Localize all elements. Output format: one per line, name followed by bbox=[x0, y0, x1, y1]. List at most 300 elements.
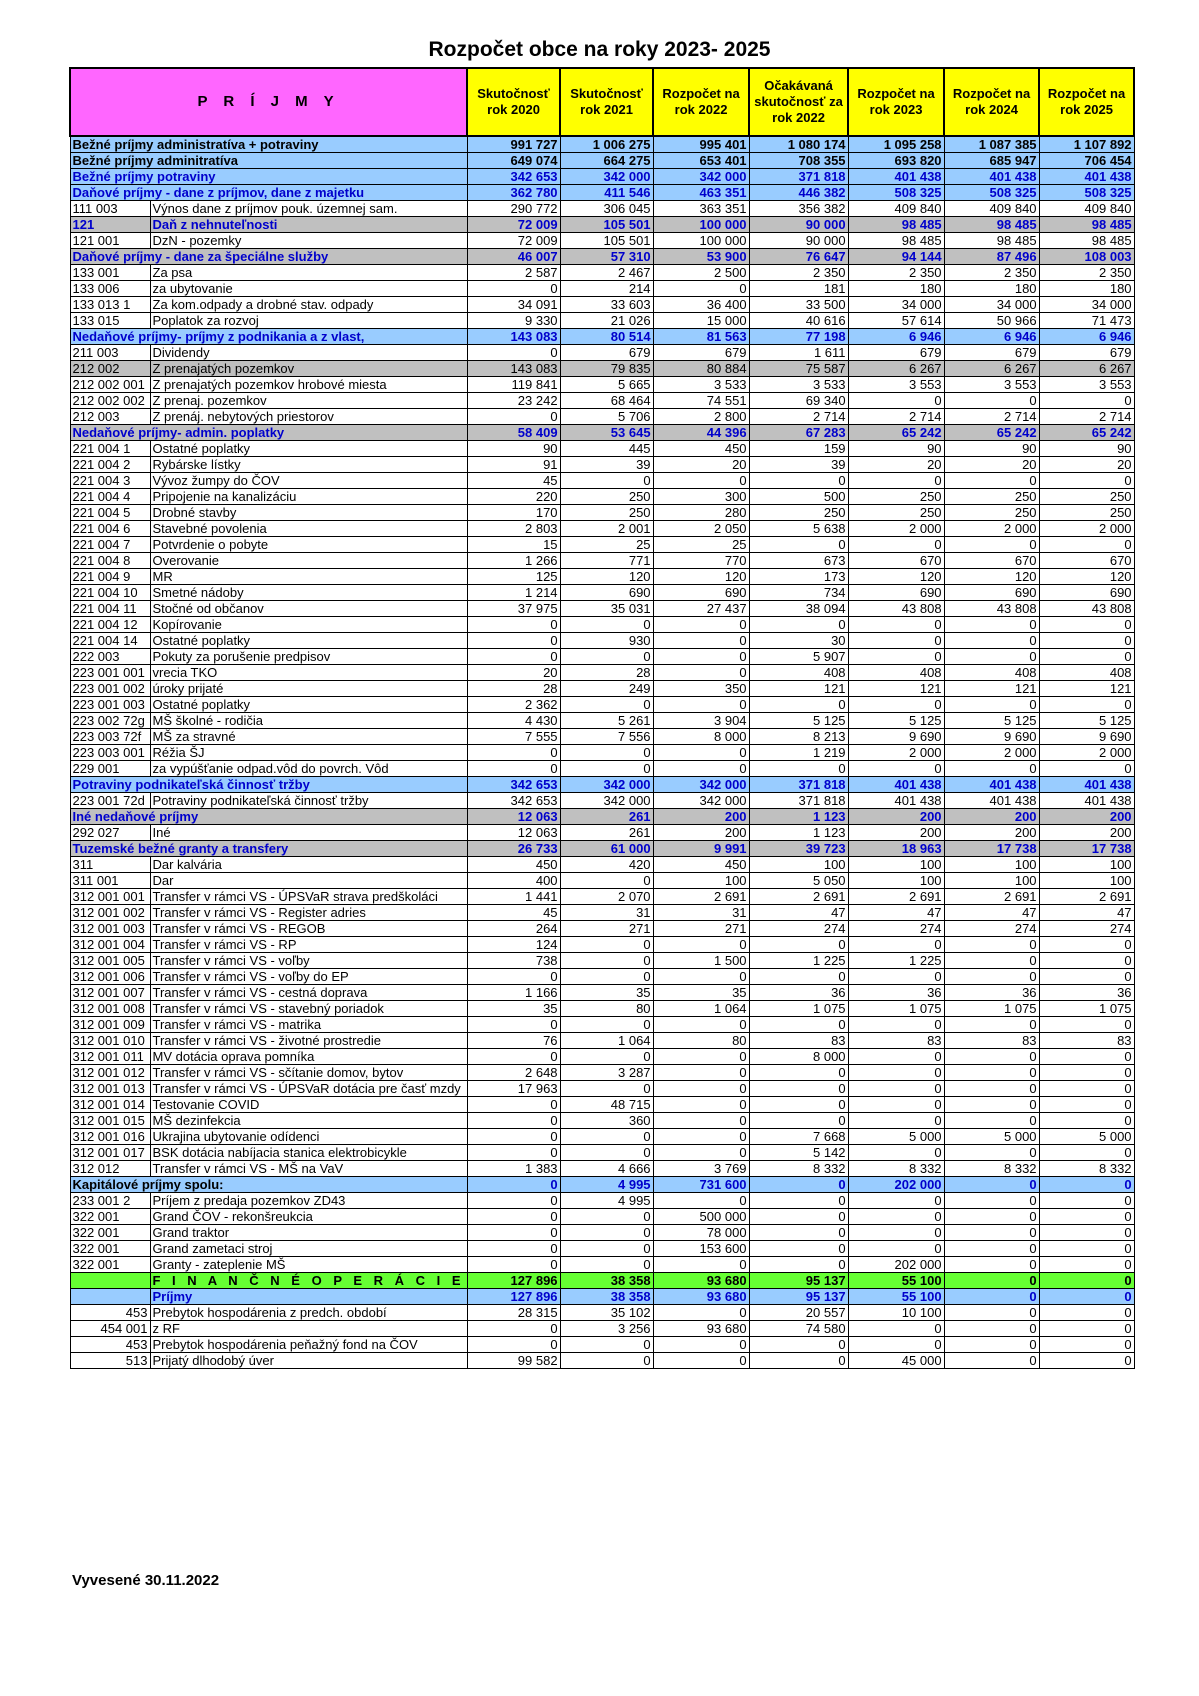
row-value: 77 198 bbox=[749, 329, 848, 345]
row-value: 450 bbox=[653, 857, 749, 873]
row-value: 100 bbox=[1039, 857, 1134, 873]
row-value: 74 551 bbox=[653, 393, 749, 409]
row-value: 90 000 bbox=[749, 233, 848, 249]
row-value: 7 668 bbox=[749, 1129, 848, 1145]
row-value: 411 546 bbox=[560, 185, 653, 201]
row-value: 0 bbox=[467, 1113, 560, 1129]
row-value: 0 bbox=[1039, 633, 1134, 649]
posted-date-note: Vyvesené 30.11.2022 bbox=[72, 1572, 220, 1589]
row-value: 0 bbox=[848, 1225, 944, 1241]
row-value: 98 485 bbox=[848, 233, 944, 249]
row-value: 36 400 bbox=[653, 297, 749, 313]
row-value: 250 bbox=[749, 505, 848, 521]
row-value: 250 bbox=[1039, 505, 1134, 521]
row-value: 6 946 bbox=[944, 329, 1039, 345]
row-value: 55 100 bbox=[848, 1273, 944, 1289]
row-value: 2 000 bbox=[1039, 521, 1134, 537]
row-value: 20 bbox=[848, 457, 944, 473]
row-value: 653 401 bbox=[653, 153, 749, 169]
row-value: 1 075 bbox=[1039, 1001, 1134, 1017]
row-value: 9 330 bbox=[467, 313, 560, 329]
row-value: 0 bbox=[944, 537, 1039, 553]
row-value: 0 bbox=[1039, 761, 1134, 777]
row-value: 690 bbox=[560, 585, 653, 601]
row-value: 1 266 bbox=[467, 553, 560, 569]
row-value: 1 611 bbox=[749, 345, 848, 361]
row-value: 2 467 bbox=[560, 265, 653, 281]
table-row bbox=[70, 1033, 1134, 1049]
row-label: Testovanie COVID bbox=[150, 1097, 467, 1113]
table-row bbox=[70, 153, 1134, 169]
row-value: 2 350 bbox=[848, 265, 944, 281]
row-value: 0 bbox=[467, 1097, 560, 1113]
row-code: 223 001 002 bbox=[70, 681, 150, 697]
row-value: 0 bbox=[467, 1257, 560, 1273]
row-value: 731 600 bbox=[653, 1177, 749, 1193]
row-value: 401 438 bbox=[848, 777, 944, 793]
row-label: F I N A N Č N É O P E R Á C I E bbox=[150, 1273, 467, 1289]
row-value: 1 123 bbox=[749, 809, 848, 825]
row-value: 400 bbox=[467, 873, 560, 889]
table-row bbox=[70, 553, 1134, 569]
row-value: 0 bbox=[749, 969, 848, 985]
row-value: 0 bbox=[848, 1209, 944, 1225]
row-value: 1 075 bbox=[944, 1001, 1039, 1017]
table-row bbox=[70, 921, 1134, 937]
row-label: Potvrdenie o pobyte bbox=[150, 537, 467, 553]
row-value: 362 780 bbox=[467, 185, 560, 201]
row-value: 0 bbox=[653, 633, 749, 649]
row-label: Tuzemské bežné granty a transfery bbox=[70, 841, 467, 857]
row-code: 221 004 10 bbox=[70, 585, 150, 601]
table-row bbox=[70, 1225, 1134, 1241]
row-value: 0 bbox=[653, 1113, 749, 1129]
row-value: 401 438 bbox=[848, 793, 944, 809]
row-code: 312 001 011 bbox=[70, 1049, 150, 1065]
row-value: 401 438 bbox=[848, 169, 944, 185]
row-value: 5 907 bbox=[749, 649, 848, 665]
table-row bbox=[70, 1305, 1134, 1321]
row-value: 0 bbox=[467, 1321, 560, 1337]
row-value: 6 267 bbox=[944, 361, 1039, 377]
row-value: 408 bbox=[848, 665, 944, 681]
row-code: 223 003 72f bbox=[70, 729, 150, 745]
row-value: 371 818 bbox=[749, 793, 848, 809]
header-col-6: Rozpočet na rok 2025 bbox=[1039, 68, 1134, 136]
header-col-4: Rozpočet na rok 2023 bbox=[848, 68, 944, 136]
row-value: 58 409 bbox=[467, 425, 560, 441]
row-value: 0 bbox=[749, 1225, 848, 1241]
row-value: 45 bbox=[467, 473, 560, 489]
row-value: 200 bbox=[1039, 809, 1134, 825]
row-value: 7 556 bbox=[560, 729, 653, 745]
row-value: 15 bbox=[467, 537, 560, 553]
row-label: Ukrajina ubytovanie odídenci bbox=[150, 1129, 467, 1145]
row-code: 311 bbox=[70, 857, 150, 873]
row-value: 0 bbox=[467, 617, 560, 633]
row-value: 0 bbox=[1039, 473, 1134, 489]
row-value: 2 350 bbox=[944, 265, 1039, 281]
row-value: 5 706 bbox=[560, 409, 653, 425]
row-code: 221 004 8 bbox=[70, 553, 150, 569]
row-value: 409 840 bbox=[944, 201, 1039, 217]
row-code: 133 006 bbox=[70, 281, 150, 297]
row-value: 47 bbox=[1039, 905, 1134, 921]
table-row bbox=[70, 697, 1134, 713]
row-code: 221 004 5 bbox=[70, 505, 150, 521]
row-value: 98 485 bbox=[944, 217, 1039, 233]
row-label: Prebytok hospodárenia z predch. období bbox=[150, 1305, 467, 1321]
row-value: 98 485 bbox=[1039, 217, 1134, 233]
row-value: 80 bbox=[560, 1001, 653, 1017]
row-value: 0 bbox=[944, 1305, 1039, 1321]
row-code: 312 001 001 bbox=[70, 889, 150, 905]
row-value: 1 166 bbox=[467, 985, 560, 1001]
row-value: 0 bbox=[944, 1257, 1039, 1273]
row-value: 0 bbox=[560, 649, 653, 665]
row-value: 5 000 bbox=[1039, 1129, 1134, 1145]
row-value: 0 bbox=[1039, 649, 1134, 665]
row-code bbox=[70, 1289, 150, 1305]
table-row bbox=[70, 985, 1134, 1001]
row-value: 121 bbox=[749, 681, 848, 697]
row-value: 12 063 bbox=[467, 809, 560, 825]
row-value: 76 bbox=[467, 1033, 560, 1049]
row-value: 28 bbox=[560, 665, 653, 681]
row-value: 65 242 bbox=[1039, 425, 1134, 441]
row-label: Granty - zateplenie MŠ bbox=[150, 1257, 467, 1273]
table-row bbox=[70, 873, 1134, 889]
table-row bbox=[70, 1353, 1134, 1369]
row-value: 4 995 bbox=[560, 1177, 653, 1193]
row-value: 508 325 bbox=[1039, 185, 1134, 201]
row-value: 0 bbox=[848, 1097, 944, 1113]
row-value: 0 bbox=[560, 1225, 653, 1241]
row-value: 72 009 bbox=[467, 217, 560, 233]
row-value: 39 bbox=[560, 457, 653, 473]
row-value: 0 bbox=[1039, 1049, 1134, 1065]
row-value: 0 bbox=[749, 473, 848, 489]
row-value: 1 064 bbox=[560, 1033, 653, 1049]
row-value: 173 bbox=[749, 569, 848, 585]
row-code: 312 001 012 bbox=[70, 1065, 150, 1081]
row-value: 121 bbox=[944, 681, 1039, 697]
row-value: 0 bbox=[653, 1337, 749, 1353]
row-label: Daňové príjmy - dane za špeciálne služby bbox=[70, 249, 467, 265]
row-value: 679 bbox=[848, 345, 944, 361]
table-row bbox=[70, 217, 1134, 233]
row-label: Za kom.odpady a drobné stav. odpady bbox=[150, 297, 467, 313]
row-value: 0 bbox=[653, 1049, 749, 1065]
row-value: 0 bbox=[467, 1337, 560, 1353]
table-row bbox=[70, 633, 1134, 649]
row-value: 36 bbox=[848, 985, 944, 1001]
row-label: Iné bbox=[150, 825, 467, 841]
row-value: 0 bbox=[467, 649, 560, 665]
row-value: 991 727 bbox=[467, 136, 560, 153]
row-value: 43 808 bbox=[848, 601, 944, 617]
row-value: 119 841 bbox=[467, 377, 560, 393]
row-value: 10 100 bbox=[848, 1305, 944, 1321]
row-value: 500 bbox=[749, 489, 848, 505]
table-row bbox=[70, 1113, 1134, 1129]
row-value: 5 261 bbox=[560, 713, 653, 729]
row-value: 280 bbox=[653, 505, 749, 521]
row-value: 31 bbox=[560, 905, 653, 921]
row-value: 708 355 bbox=[749, 153, 848, 169]
row-value: 69 340 bbox=[749, 393, 848, 409]
row-value: 3 769 bbox=[653, 1161, 749, 1177]
header-col-5: Rozpočet na rok 2024 bbox=[944, 68, 1039, 136]
row-code: 312 001 006 bbox=[70, 969, 150, 985]
row-value: 2 714 bbox=[848, 409, 944, 425]
row-value: 0 bbox=[560, 953, 653, 969]
row-value: 670 bbox=[848, 553, 944, 569]
row-value: 9 690 bbox=[1039, 729, 1134, 745]
row-value: 0 bbox=[749, 537, 848, 553]
table-row bbox=[70, 1177, 1134, 1193]
row-value: 100 000 bbox=[653, 217, 749, 233]
table-row bbox=[70, 601, 1134, 617]
row-label: Transfer v rámci VS - stavebný poriadok bbox=[150, 1001, 467, 1017]
row-value: 95 137 bbox=[749, 1289, 848, 1305]
row-value: 6 946 bbox=[848, 329, 944, 345]
row-value: 28 bbox=[467, 681, 560, 697]
row-value: 2 000 bbox=[944, 521, 1039, 537]
row-value: 57 614 bbox=[848, 313, 944, 329]
row-value: 100 bbox=[944, 873, 1039, 889]
row-value: 690 bbox=[1039, 585, 1134, 601]
row-value: 90 bbox=[944, 441, 1039, 457]
table-row bbox=[70, 345, 1134, 361]
row-code: 111 003 bbox=[70, 201, 150, 217]
row-label: MR bbox=[150, 569, 467, 585]
row-value: 1 107 892 bbox=[1039, 136, 1134, 153]
row-label: Potraviny podnikateľská činnosť tržby bbox=[150, 793, 467, 809]
row-value: 679 bbox=[653, 345, 749, 361]
row-value: 0 bbox=[653, 281, 749, 297]
row-value: 27 437 bbox=[653, 601, 749, 617]
row-value: 2 691 bbox=[653, 889, 749, 905]
row-value: 342 000 bbox=[653, 793, 749, 809]
row-value: 5 000 bbox=[848, 1129, 944, 1145]
row-label: DzN - pozemky bbox=[150, 233, 467, 249]
row-label: Pripojenie na kanalizáciu bbox=[150, 489, 467, 505]
row-value: 0 bbox=[467, 745, 560, 761]
row-value: 0 bbox=[944, 633, 1039, 649]
row-value: 0 bbox=[653, 1145, 749, 1161]
table-row bbox=[70, 761, 1134, 777]
row-value: 0 bbox=[560, 1081, 653, 1097]
row-value: 20 bbox=[653, 457, 749, 473]
row-value: 120 bbox=[1039, 569, 1134, 585]
row-label: Grand zametaci stroj bbox=[150, 1241, 467, 1257]
row-value: 995 401 bbox=[653, 136, 749, 153]
row-value: 2 000 bbox=[848, 521, 944, 537]
row-label: Transfer v rámci VS - MŠ na VaV bbox=[150, 1161, 467, 1177]
row-label: Nedaňové príjmy- admin. poplatky bbox=[70, 425, 467, 441]
row-value: 38 358 bbox=[560, 1273, 653, 1289]
row-value: 250 bbox=[560, 505, 653, 521]
row-code: 292 027 bbox=[70, 825, 150, 841]
row-label: Ostatné poplatky bbox=[150, 441, 467, 457]
row-value: 65 242 bbox=[848, 425, 944, 441]
row-value: 0 bbox=[944, 1273, 1039, 1289]
table-row bbox=[70, 1001, 1134, 1017]
row-value: 0 bbox=[749, 1017, 848, 1033]
row-value: 127 896 bbox=[467, 1273, 560, 1289]
row-value: 0 bbox=[467, 633, 560, 649]
row-value: 0 bbox=[749, 1353, 848, 1369]
row-value: 0 bbox=[653, 761, 749, 777]
row-value: 401 438 bbox=[944, 169, 1039, 185]
row-value: 371 818 bbox=[749, 777, 848, 793]
table-row bbox=[70, 185, 1134, 201]
row-value: 734 bbox=[749, 585, 848, 601]
row-code: 221 004 3 bbox=[70, 473, 150, 489]
row-value: 271 bbox=[560, 921, 653, 937]
row-value: 2 350 bbox=[749, 265, 848, 281]
row-value: 446 382 bbox=[749, 185, 848, 201]
row-code: 322 001 bbox=[70, 1241, 150, 1257]
row-value: 0 bbox=[944, 617, 1039, 633]
row-value: 342 000 bbox=[560, 793, 653, 809]
row-value: 170 bbox=[467, 505, 560, 521]
row-value: 100 bbox=[1039, 873, 1134, 889]
header-col-0: Skutočnosť rok 2020 bbox=[467, 68, 560, 136]
header-label: P R Í J M Y bbox=[70, 68, 467, 136]
row-value: 80 884 bbox=[653, 361, 749, 377]
row-label: Transfer v rámci VS - Register adries bbox=[150, 905, 467, 921]
row-label: Ostatné poplatky bbox=[150, 633, 467, 649]
row-value: 0 bbox=[944, 1321, 1039, 1337]
table-row bbox=[70, 1289, 1134, 1305]
row-value: 0 bbox=[560, 1129, 653, 1145]
row-value: 6 267 bbox=[848, 361, 944, 377]
row-value: 93 680 bbox=[653, 1321, 749, 1337]
row-label: Výnos dane z príjmov pouk. územnej sam. bbox=[150, 201, 467, 217]
row-value: 0 bbox=[1039, 1353, 1134, 1369]
row-value: 31 bbox=[653, 905, 749, 921]
row-value: 2 000 bbox=[1039, 745, 1134, 761]
row-value: 100 bbox=[848, 857, 944, 873]
row-value: 1 080 174 bbox=[749, 136, 848, 153]
row-value: 450 bbox=[467, 857, 560, 873]
row-value: 100 000 bbox=[653, 233, 749, 249]
table-row bbox=[70, 201, 1134, 217]
table-row bbox=[70, 617, 1134, 633]
table-row bbox=[70, 425, 1134, 441]
row-value: 0 bbox=[944, 1145, 1039, 1161]
table-row bbox=[70, 1065, 1134, 1081]
row-value: 274 bbox=[1039, 921, 1134, 937]
row-value: 0 bbox=[944, 937, 1039, 953]
row-value: 1 225 bbox=[749, 953, 848, 969]
row-label: Príjem z predaja pozemkov ZD43 bbox=[150, 1193, 467, 1209]
row-value: 34 000 bbox=[1039, 297, 1134, 313]
row-value: 0 bbox=[848, 697, 944, 713]
row-label: MŠ dezinfekcia bbox=[150, 1113, 467, 1129]
row-label: BSK dotácia nabíjacia stanica elektrobicykle bbox=[150, 1145, 467, 1161]
row-value: 0 bbox=[749, 1081, 848, 1097]
row-code: 221 004 12 bbox=[70, 617, 150, 633]
row-value: 738 bbox=[467, 953, 560, 969]
row-value: 44 396 bbox=[653, 425, 749, 441]
row-value: 0 bbox=[1039, 1097, 1134, 1113]
row-value: 0 bbox=[1039, 953, 1134, 969]
row-value: 79 835 bbox=[560, 361, 653, 377]
row-value: 6 267 bbox=[1039, 361, 1134, 377]
row-value: 0 bbox=[467, 1241, 560, 1257]
row-value: 0 bbox=[653, 697, 749, 713]
row-value: 371 818 bbox=[749, 169, 848, 185]
row-value: 0 bbox=[1039, 1177, 1134, 1193]
row-label: Dar kalvária bbox=[150, 857, 467, 873]
row-value: 0 bbox=[560, 1017, 653, 1033]
row-value: 271 bbox=[653, 921, 749, 937]
row-label: Transfer v rámci VS - ÚPSVaR dotácia pre časť mzdy bbox=[150, 1081, 467, 1097]
row-value: 34 091 bbox=[467, 297, 560, 313]
row-value: 0 bbox=[848, 1145, 944, 1161]
row-label: Overovanie bbox=[150, 553, 467, 569]
table-row bbox=[70, 681, 1134, 697]
row-value: 202 000 bbox=[848, 1257, 944, 1273]
row-code: 453 bbox=[70, 1305, 150, 1321]
row-value: 342 653 bbox=[467, 777, 560, 793]
row-value: 90 bbox=[467, 441, 560, 457]
row-code: 212 002 bbox=[70, 361, 150, 377]
table-row bbox=[70, 777, 1134, 793]
table-row bbox=[70, 841, 1134, 857]
table-row bbox=[70, 265, 1134, 281]
row-value: 508 325 bbox=[944, 185, 1039, 201]
row-value: 99 582 bbox=[467, 1353, 560, 1369]
row-value: 5 125 bbox=[848, 713, 944, 729]
row-value: 33 603 bbox=[560, 297, 653, 313]
row-value: 72 009 bbox=[467, 233, 560, 249]
row-value: 0 bbox=[560, 1337, 653, 1353]
row-value: 3 533 bbox=[653, 377, 749, 393]
row-value: 0 bbox=[560, 1049, 653, 1065]
row-value: 180 bbox=[1039, 281, 1134, 297]
table-row bbox=[70, 1129, 1134, 1145]
row-value: 200 bbox=[653, 825, 749, 841]
table-row bbox=[70, 969, 1134, 985]
row-value: 0 bbox=[944, 1289, 1039, 1305]
row-value: 3 287 bbox=[560, 1065, 653, 1081]
row-value: 5 638 bbox=[749, 521, 848, 537]
row-value: 100 bbox=[848, 873, 944, 889]
row-value: 274 bbox=[944, 921, 1039, 937]
row-value: 43 808 bbox=[944, 601, 1039, 617]
row-value: 1 075 bbox=[848, 1001, 944, 1017]
row-code: 221 004 14 bbox=[70, 633, 150, 649]
header-col-2: Rozpočet na rok 2022 bbox=[653, 68, 749, 136]
table-row bbox=[70, 136, 1134, 153]
row-code: 221 004 9 bbox=[70, 569, 150, 585]
row-label: za vypúšťanie odpad.vôd do povrch. Vôd bbox=[150, 761, 467, 777]
row-value: 65 242 bbox=[944, 425, 1039, 441]
row-value: 0 bbox=[1039, 1289, 1134, 1305]
row-label: Z prenajatých pozemkov bbox=[150, 361, 467, 377]
row-value: 508 325 bbox=[848, 185, 944, 201]
row-code: 133 015 bbox=[70, 313, 150, 329]
table-row bbox=[70, 889, 1134, 905]
row-value: 8 332 bbox=[1039, 1161, 1134, 1177]
row-code: 212 003 bbox=[70, 409, 150, 425]
row-code: 133 013 1 bbox=[70, 297, 150, 313]
row-value: 250 bbox=[560, 489, 653, 505]
